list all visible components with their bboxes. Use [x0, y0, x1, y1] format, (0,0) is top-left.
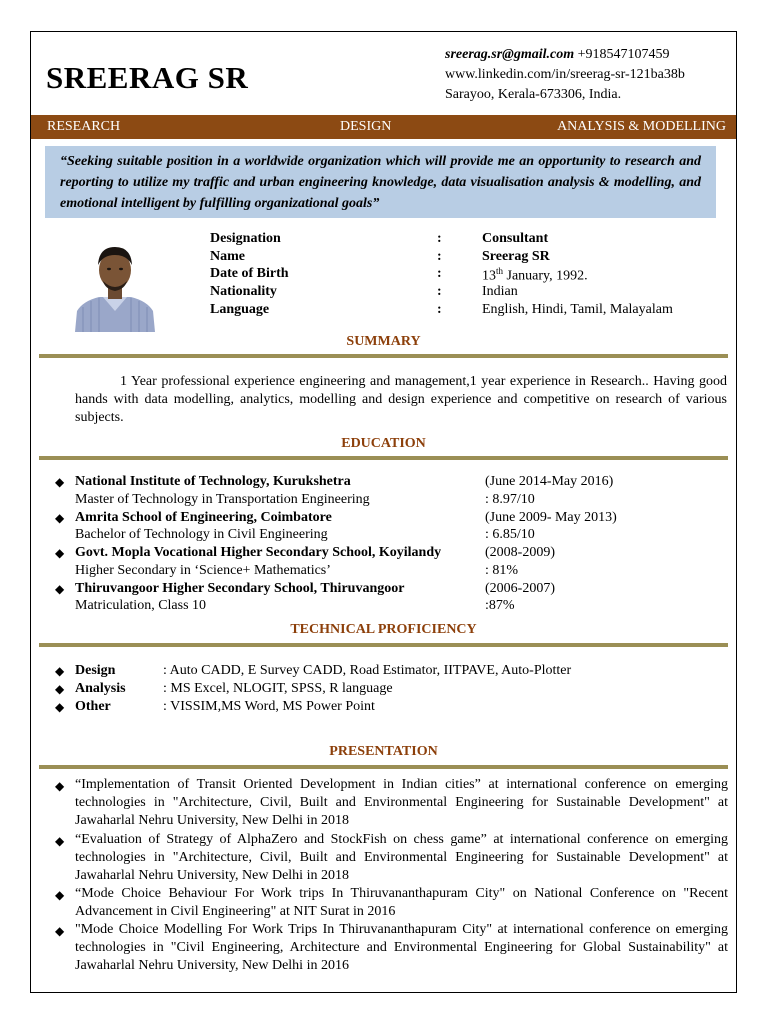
- linkedin-link[interactable]: www.linkedin.com/in/sreerag-sr-121ba38b: [445, 67, 685, 82]
- presentation-title: PRESENTATION: [329, 744, 438, 759]
- banner-analysis: ANALYSIS & MODELLING: [557, 119, 726, 134]
- contact-block: [445, 45, 685, 105]
- presentation-item: ◆ "Mode Choice Modelling For Work Trips In Thiruvananthapuram City" at international conference on emerging technologies in "Civil Engineering, Architecture and Environmental Engineering for Global Sustainability" at Jawaharlal Nehru University, New Delhi in 2016: [55, 922, 728, 973]
- candidate-name: SREERAG SR: [46, 60, 249, 95]
- bullet-diamond-icon: ◆: [55, 779, 65, 793]
- presentation-item: ◆ “Implementation of Transit Oriented Development in Indian cities” at international conference on emerging technologies in "Architecture, Civil, Built and Environmental Engineering for Sustainable Development" at Jawaharlal Nehru University, New Delhi in 2018: [55, 777, 728, 828]
- bullet-diamond-icon: ◆: [55, 664, 65, 678]
- bullet-diamond-icon: ◆: [55, 834, 65, 848]
- presentation-item: ◆ “Mode Choice Behaviour For Work trips In Thiruvananthapuram City" on National Conference on "Recent Advancement in Civil Engineering" at NIT Surat in 2016: [55, 886, 728, 919]
- profile-photo: [69, 237, 161, 332]
- summary-title: SUMMARY: [346, 334, 421, 349]
- education-detail: Higher Secondary in ‘Science+ Mathematics’ : 81%: [75, 563, 519, 578]
- bullet-diamond-icon: ◆: [55, 511, 65, 525]
- bullet-diamond-icon: ◆: [55, 582, 65, 596]
- education-detail: Matriculation, Class 10 :87%: [75, 598, 515, 613]
- banner-design: DESIGN: [340, 119, 392, 134]
- email-link[interactable]: sreerag.sr@gmail.com: [445, 47, 575, 62]
- education-item: ◆ Govt. Mopla Vocational Higher Secondary School, Koyilandy (2008-2009): [55, 545, 555, 560]
- education-rule: [39, 456, 728, 460]
- summary-rule: [39, 354, 728, 358]
- bullet-diamond-icon: ◆: [55, 888, 65, 902]
- bullet-diamond-icon: ◆: [55, 475, 65, 489]
- summary-text: 1 Year professional experience engineering and management,1 year experience in Research.. Having good hands with data modelling, analytics, modelling and design experience and competitive on research of various subjects.: [75, 374, 727, 425]
- education-item: ◆ Thiruvangoor Higher Secondary School, Thiruvangoor (2006-2007): [55, 581, 555, 596]
- education-item: ◆ Amrita School of Engineering, Coimbatore (June 2009- May 2013): [55, 510, 617, 525]
- education-title: EDUCATION: [341, 436, 426, 451]
- bullet-diamond-icon: ◆: [55, 546, 65, 560]
- bullet-diamond-icon: ◆: [55, 682, 65, 696]
- presentation-rule: [39, 765, 728, 769]
- phone-number: +918547107459: [577, 47, 670, 62]
- skills-banner: [31, 115, 736, 139]
- technical-rule: [39, 643, 728, 647]
- technical-title: TECHNICAL PROFICIENCY: [290, 622, 477, 637]
- banner-research: RESEARCH: [47, 119, 121, 134]
- presentation-item: ◆ “Evaluation of Strategy of AlphaZero and StockFish on chess game” at international conference on emerging technologies in "Architecture, Civil, Built and Environmental Engineering for Sustainable Development" at Jawaharlal Nehru University, New Delhi in 2018: [55, 832, 728, 883]
- bullet-diamond-icon: ◆: [55, 700, 65, 714]
- education-detail: Master of Technology in Transportation Engineering : 8.97/10: [75, 492, 535, 507]
- education-item: ◆ National Institute of Technology, Kurukshetra (June 2014-May 2016): [55, 474, 614, 489]
- address: Sarayoo, Kerala-673306, India.: [445, 87, 622, 102]
- bullet-diamond-icon: ◆: [55, 924, 65, 938]
- career-objective: “Seeking suitable position in a worldwide organization which will provide me an opportunity to research and reporting to utilize my traffic and urban engineering knowledge, data visualisation analysis & modelling, and emotional intelligent by fulfilling organizational goals”: [45, 146, 716, 218]
- education-detail: Bachelor of Technology in Civil Engineering : 6.85/10: [75, 527, 535, 542]
